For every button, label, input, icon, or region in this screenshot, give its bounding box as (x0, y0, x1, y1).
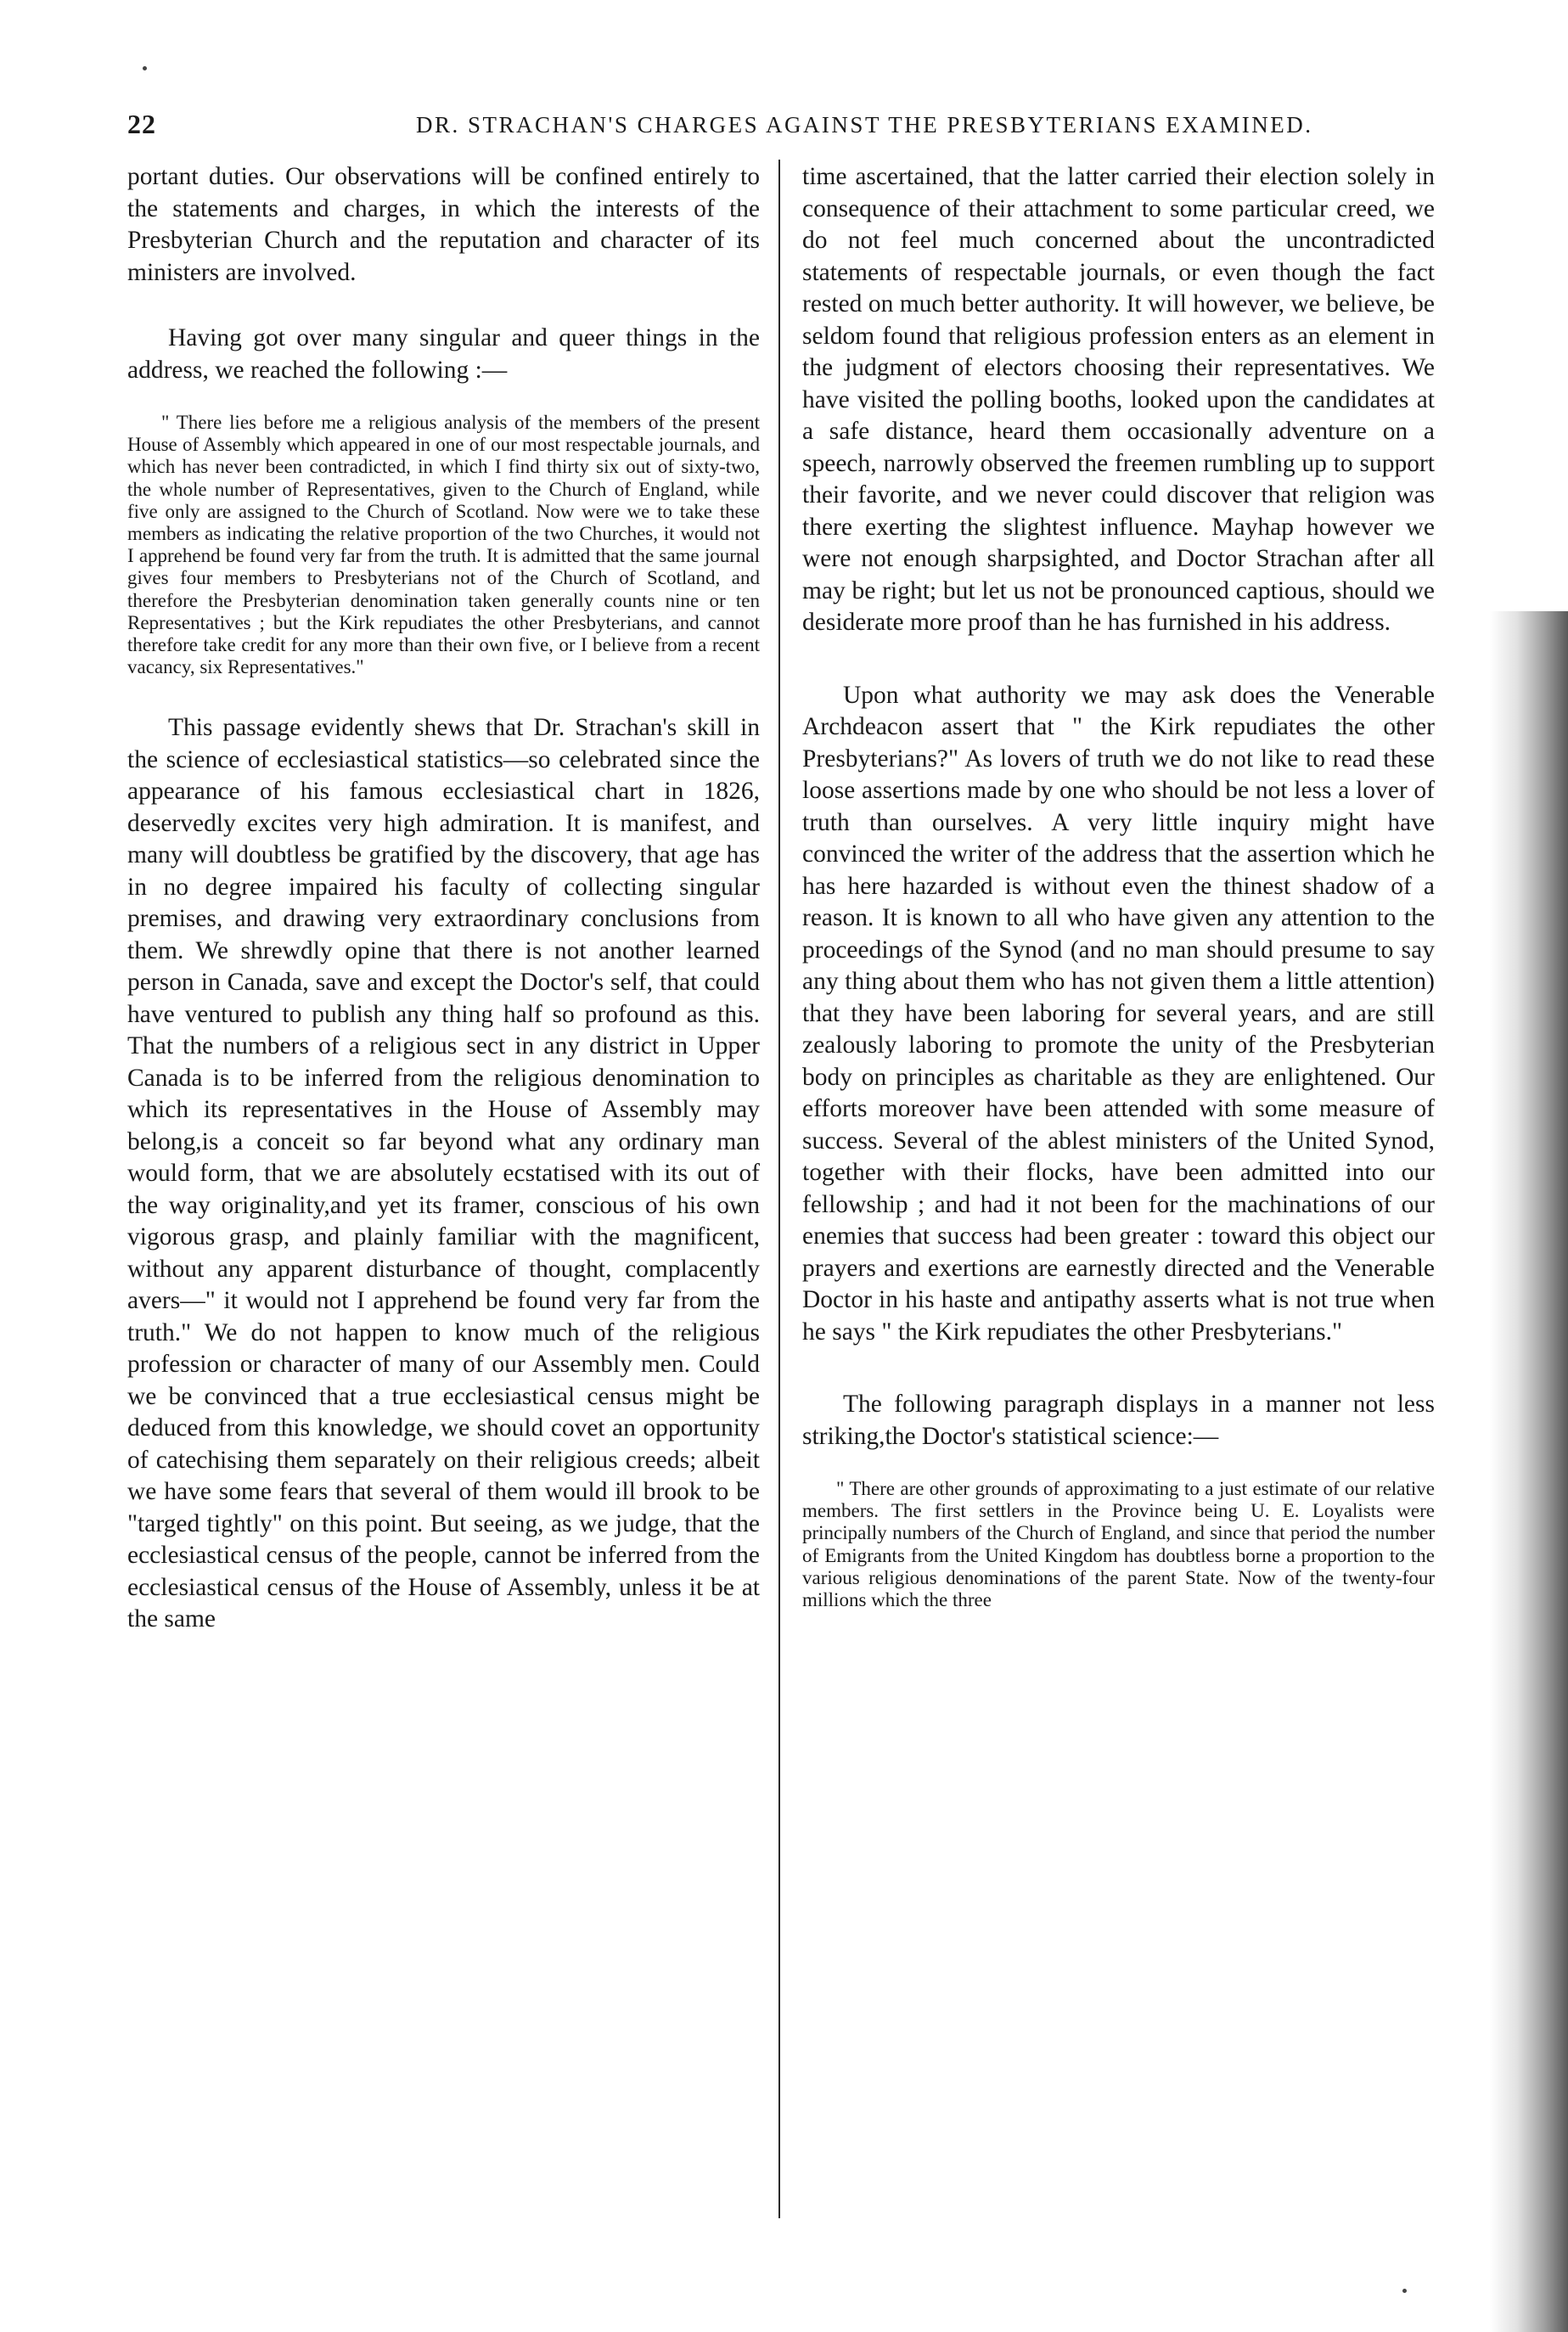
running-title: DR. STRACHAN'S CHARGES AGAINST THE PRESBYTERIANS EXAMINED. (416, 112, 1313, 138)
left-column (127, 161, 760, 2250)
paragraph: Having got over many singular and queer things in the address, we reached the following :— (127, 324, 760, 384)
right-column (802, 161, 1435, 2250)
paragraph: Upon what authority we may ask does the Venerable Archdeacon assert that " the Kirk repudiates the other Presbyterians?" As lovers of truth we do not like to read these loose assertions made by one who should be not less a lover of truth than ourselves. A very little inquiry might have convinced the writer of the address that the assertion which he has here hazarded is without even the thinest shadow of a reason. It is known to all who have given any attention to the proceedings of the Synod (and no man should presume to say any thing about them who has not given them a little attention) that they have been laboring for several years, and are still zealously laboring to promote the unity of the Presbyterian body on principles as charitable as they are enlightened. Our efforts moreover have been attended with some measure of success. Several of the ablest ministers of the United Synod, together with their flocks, have been admitted into our fellowship ; and had it not been for the machinations of our enemies that success had been greater : toward this object our prayers and exertions are earnestly directed and the Venerable Doctor in his haste and antipathy asserts what is not true when he says " the Kirk repudiates the other Presbyterians." (802, 681, 1435, 1346)
paragraph: portant duties. Our observations will be confined entirely to the statements and charges, in which the interests of the Presbyterian Church and the reputation and character of its ministers are involved. (127, 163, 760, 286)
paragraph: This passage evidently shews that Dr. Strachan's skill in the science of ecclesiastical statistics—so celebrated since the appearance of his famous ecclesiastical chart in 1826, deservedly excites very high admiration. It is manifest, and many will doubtless be gratified by the discovery, that age has in no degree impaired his faculty of collecting singular premises, and drawing very extraordinary conclusions from them. We shrewdly opine that there is not another learned person in Canada, save and except the Doctor's self, that could have ventured to publish any thing half so profound as this. That the numbers of a religious sect in any district in Upper Canada is to be inferred from the religious denomination to which its representatives in the House of Assembly may belong,is a conceit so far beyond what any ordinary man would form, that we are absolutely ecstatised with its out of the way originality,and yet its framer, conscious of his own vigorous grasp, and plainly familiar with the magnificent, without any apparent disturbance of thought, complacently avers—" it would not I apprehend be found very far from the truth." We do not happen to know much of the religious profession or character of many of our Assembly men. Could we be convinced that a true ecclesiastical census might be deduced from this knowledge, we should covet an opportunity of catechising them separately on their religious creeds; albeit we have some fears that several of them would ill brook to be "targed tightly" on this point. But seeing, as we judge, that the ecclesiastical census of the people, cannot be inferred from the ecclesiastical census of the House of Assembly, unless it be at the same (127, 714, 760, 1633)
paragraph: The following paragraph displays in a manner not less striking,the Doctor's statistical science:— (802, 1391, 1435, 1450)
block-quote: " There lies before me a religious analysis of the members of the present House of Assembly which appeared in one of our most respectable journals, and which has never been contradicted, in which I find thirty six out of sixty-two, the whole number of Representatives, given to the Church of England, while five only are assigned to the Church of Scotland. Now were we to take these members as indicating the relative proportion of the two Churches, it would not I apprehend be found very far from the truth. It is admitted that the same journal gives four members to Presbyterians not of the Church of Scotland, and therefore the Presbyterian denomination taken generally counts nine or ten Representatives ; but the Kirk repudiates the other Presbyterians, and cannot therefore take credit for any more than their own five, or I believe from a recent vacancy, six Representatives." (127, 412, 760, 678)
paragraph: time ascertained, that the latter carried their election solely in consequence of their attachment to some particular creed, we do not feel much concerned about the uncontradicted statements of respectable journals, or even though the fact rested on much better authority. It will however, we believe, be seldom found that religious profession enters as an element in the judgment of electors choosing their representatives. We have visited the polling booths, looked upon the candidates at a safe distance, heard them occasionally adventure on a speech, narrowly observed the freemen rumbling up to support their favorite, and we never could discover that religion was there exerting the slightest influence. Mayhap however we were not enough sharpsighted, and Doctor Strachan after all may be right; but let us not be pronounced captious, should we desiderate more proof than he has furnished in his address. (802, 163, 1435, 636)
scan-speck (143, 66, 147, 70)
page-number: 22 (127, 109, 156, 139)
block-quote: " There are other grounds of approximating to a just estimate of our relative members. The first settlers in the Province being U. E. Loyalists were principally numbers of the Church of England, and since that period the number of Emigrants from the United Kingdom has doubtless borne a proportion to the various religious denominations of the parent State. Now of the twenty-four millions which the three (802, 1478, 1435, 1611)
column-divider (778, 160, 780, 2218)
running-header (127, 109, 1426, 146)
scan-edge-shadow (1490, 611, 1568, 2332)
scan-speck (1402, 2289, 1407, 2293)
